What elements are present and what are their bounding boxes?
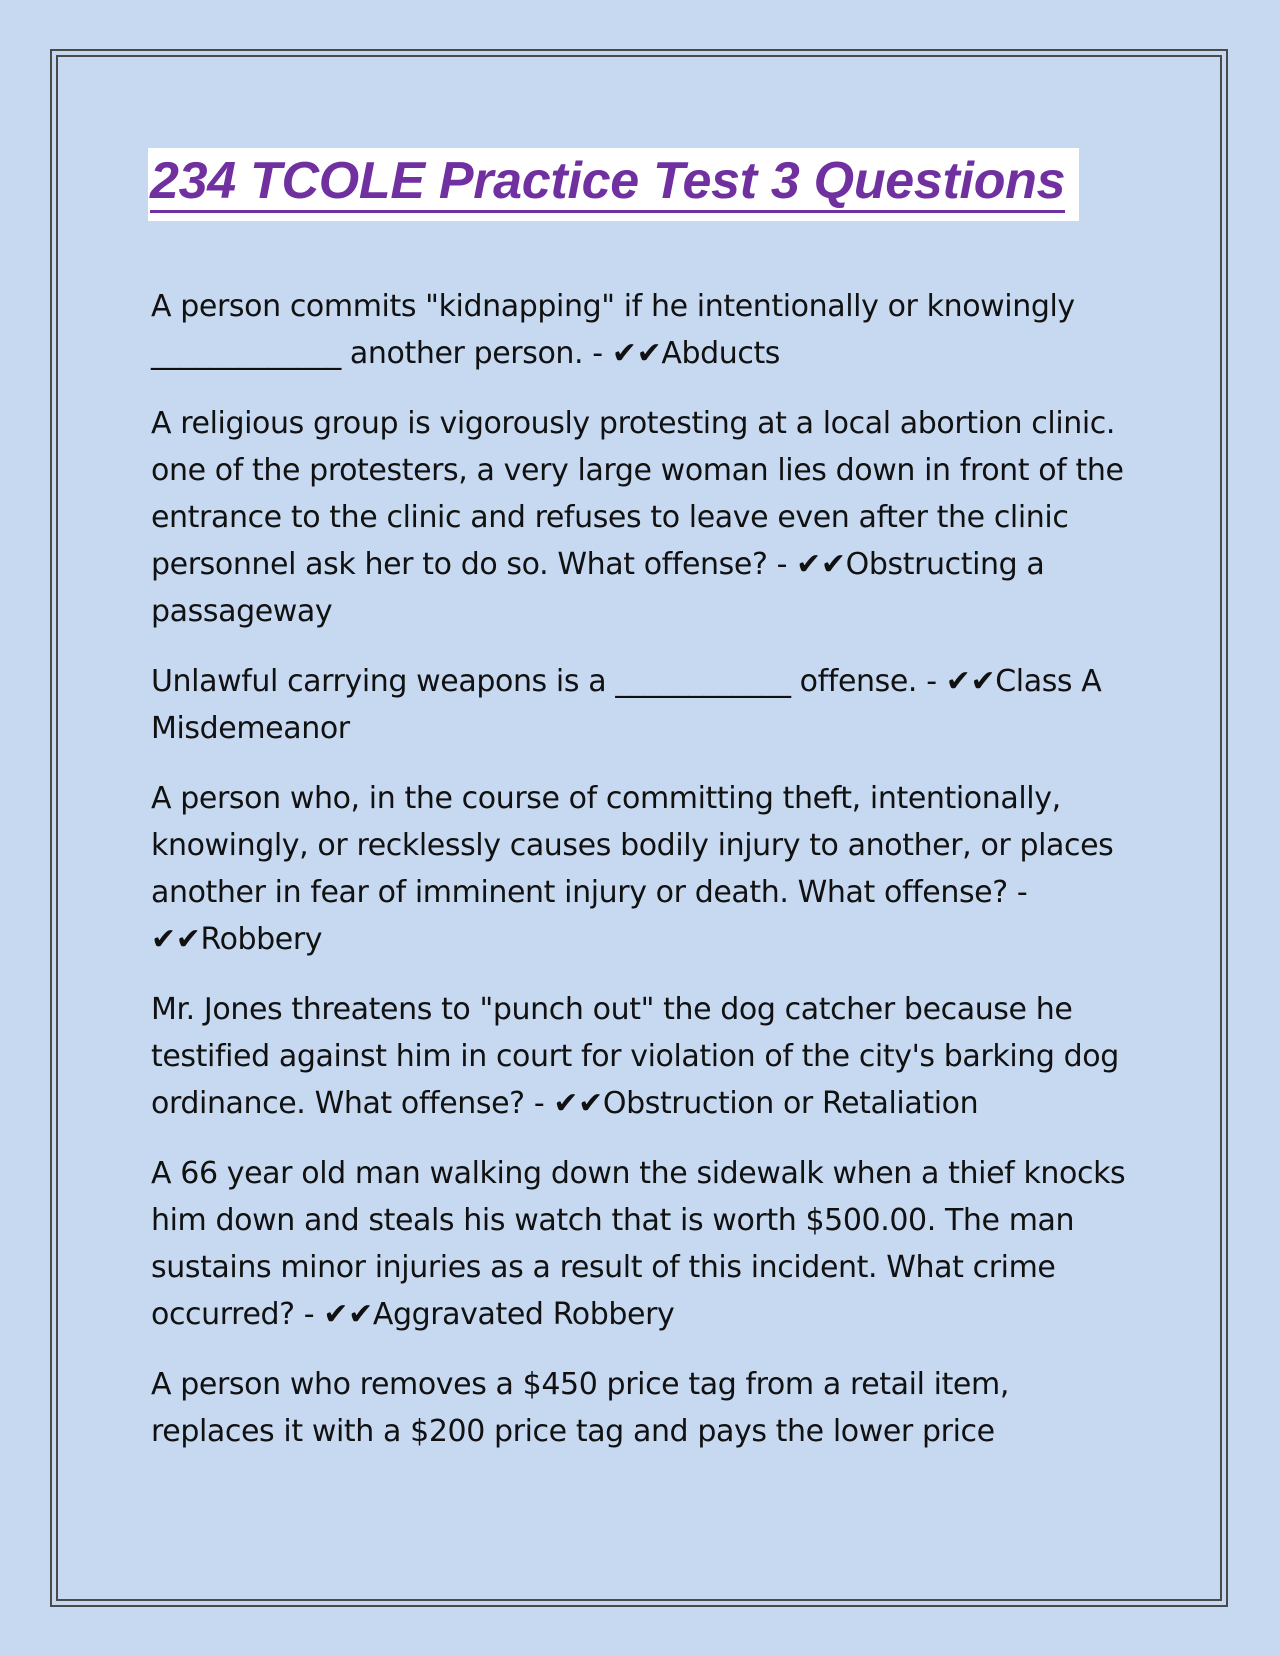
question-answer-5: Mr. Jones threatens to "punch out" the dog catcher because he testified against him in court for violation of the city's barking dog ordinance. What offense? - ✔✔Obstruction or Retaliation [151, 992, 1119, 1121]
title-highlight [148, 148, 1079, 221]
question-answer-7: A person who removes a $450 price tag from a retail item, replaces it with a $200 price tag and pays the lower price [151, 1367, 1009, 1449]
question-answer-1: A person commits "kidnapping" if he intentionally or knowingly _____________ another person. - ✔✔Abducts [151, 289, 1075, 371]
question-answer-4: A person who, in the course of committing theft, intentionally, knowingly, or recklessly causes bodily injury to another, or places another in fear of imminent injury or death. What offense? - ✔✔Robbery [151, 781, 1114, 957]
document-body [151, 148, 1131, 1478]
question-answer-6: A 66 year old man walking down the sidewalk when a thief knocks him down and steals his watch that is worth $500.00. The man sustains minor injuries as a result of this incident. What crime occurred? - ✔✔Aggravated Robbery [151, 1156, 1126, 1332]
question-list [151, 283, 1131, 1455]
question-answer-3: Unlawful carrying weapons is a ____________ offense. - ✔✔Class A Misdemeanor [151, 664, 1102, 746]
question-answer-2: A religious group is vigorously protesting at a local abortion clinic. one of the protesters, a very large woman lies down in front of the entrance to the clinic and refuses to leave even after the clinic personnel ask her to do so. What offense? - ✔✔Obstructing a passageway [151, 406, 1124, 629]
page-title: 234 TCOLE Practice Test 3 Questions [150, 152, 1065, 213]
